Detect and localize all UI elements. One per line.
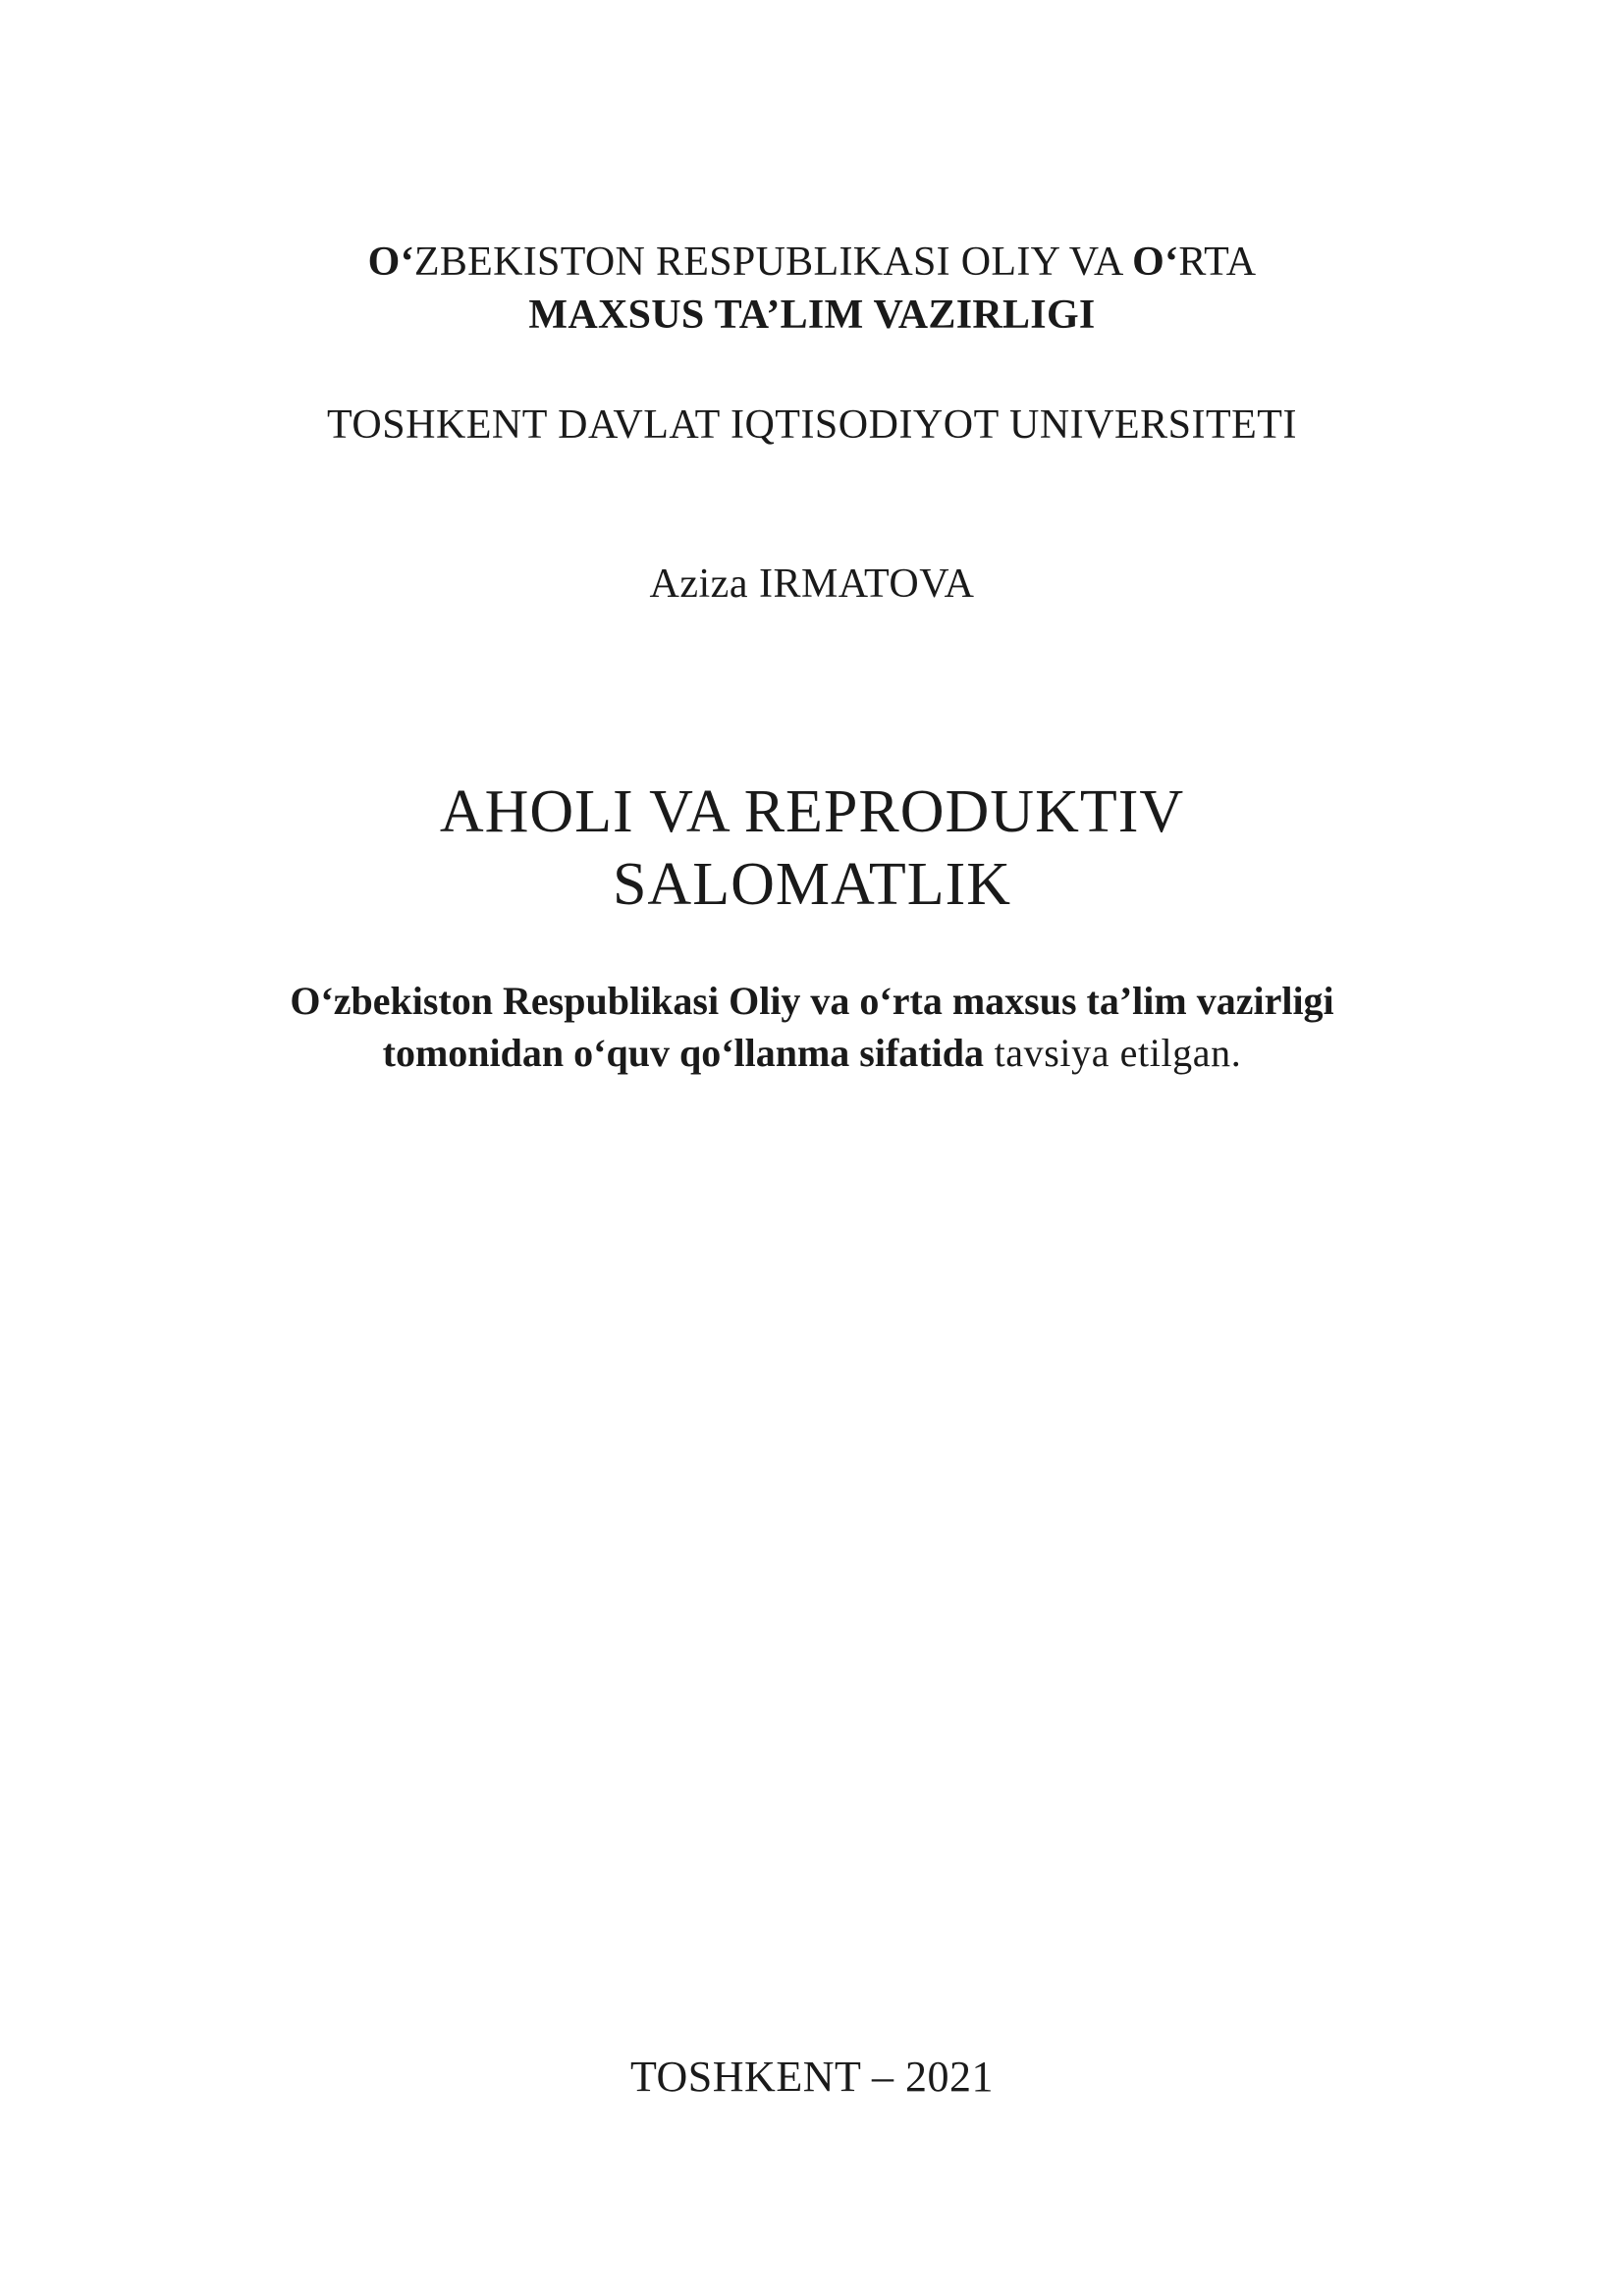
place-and-year: TOSHKENT – 2021 — [629, 2053, 995, 2101]
recommendation-line-2-bold: tomonidan o‘quv qo‘llanma sifatida — [382, 1031, 984, 1075]
recommendation-note — [0, 975, 1624, 1079]
author-name: Aziza IRMATOVA — [649, 561, 975, 607]
ministry-line-2: MAXSUS TA’LIM VAZIRLIGI — [528, 293, 1096, 338]
book-title — [0, 775, 1624, 921]
ministry-heading — [0, 236, 1624, 342]
university-name: TOSHKENT DAVLAT IQTISODIYOT UNIVERSITETI — [327, 402, 1297, 448]
ministry-line-1-part-1: O‘ — [367, 240, 414, 285]
ministry-line-1-part-4: RTA — [1178, 240, 1257, 285]
ministry-line-1-part-2: ZBEKISTON RESPUBLIKASI OLIY VA — [413, 240, 1133, 285]
book-title-line-2: SALOMATLIK — [612, 851, 1012, 918]
recommendation-line-2 — [0, 1027, 1624, 1079]
recommendation-line-2-normal: tavsiya etilgan. — [983, 1031, 1242, 1075]
ministry-line-1 — [0, 236, 1624, 289]
ministry-line-1-part-3: O‘ — [1132, 240, 1179, 285]
recommendation-line-1: O‘zbekiston Respublikasi Oliy va o‘rta maxsus ta’lim vazirligi — [290, 979, 1334, 1023]
book-title-line-1: AHOLI VA REPRODUKTIV — [439, 778, 1185, 845]
